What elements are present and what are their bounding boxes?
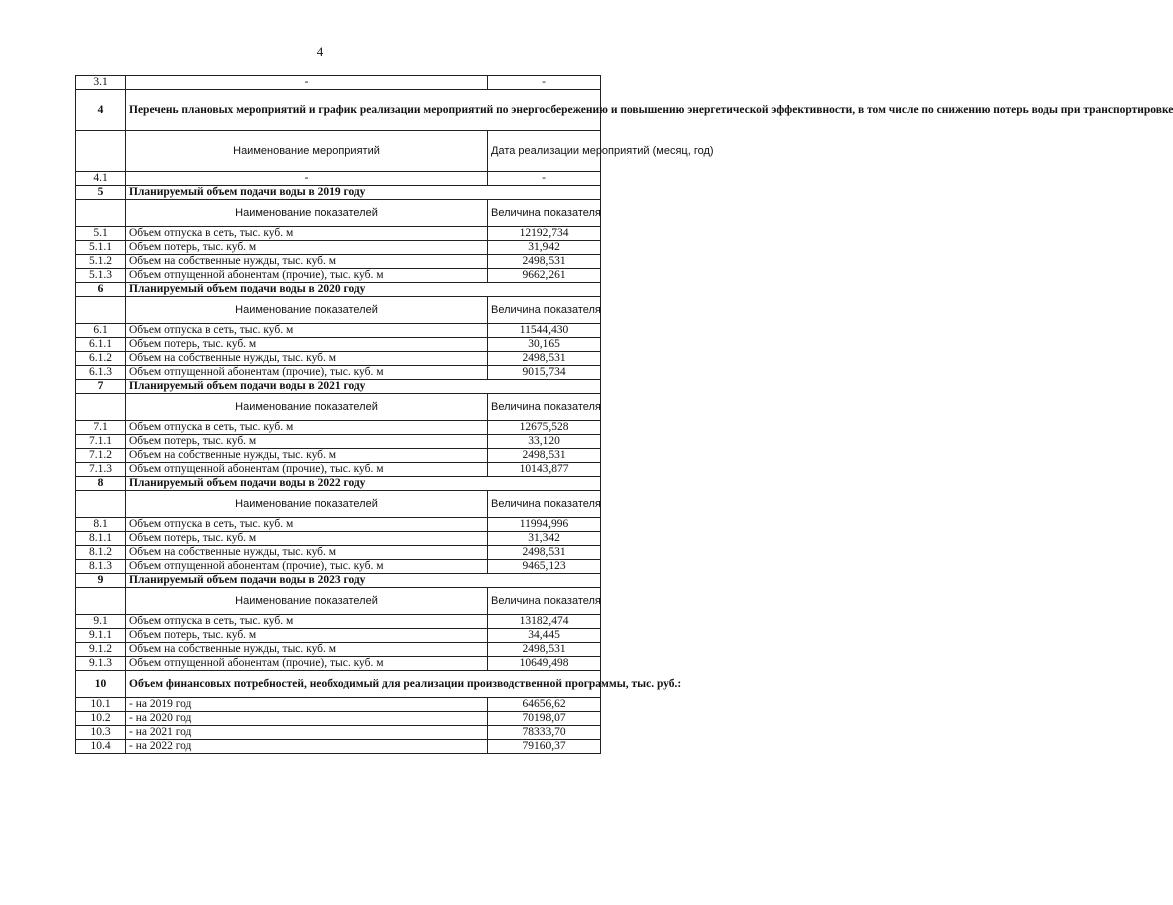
table-row xyxy=(76,643,601,657)
row-name: Объем отпущенной абонентам (прочие), тыс. куб. м xyxy=(126,657,488,671)
table-body xyxy=(76,76,1173,754)
table-row xyxy=(76,615,601,629)
row-number: 8.1.3 xyxy=(76,560,126,574)
table-row xyxy=(76,726,601,740)
row-number: 10.1 xyxy=(76,698,126,712)
section-title: Планируемый объем подачи воды в 2019 году xyxy=(126,186,601,200)
section-title-row xyxy=(76,574,601,588)
section-number: 4 xyxy=(76,90,126,131)
column-header-value: Величина показателя xyxy=(488,588,601,615)
row-name: Объем отпущенной абонентам (прочие), тыс. куб. м xyxy=(126,366,488,380)
row-number: 5.1.2 xyxy=(76,255,126,269)
table-row xyxy=(76,324,601,338)
row-number: 10.3 xyxy=(76,726,126,740)
section-title: Планируемый объем подачи воды в 2023 году xyxy=(126,574,601,588)
table-row xyxy=(76,172,601,186)
row-value: 13182,474 xyxy=(488,615,601,629)
row-name: Объем потерь, тыс. куб. м xyxy=(126,532,488,546)
row-name: Объем на собственные нужды, тыс. куб. м xyxy=(126,255,488,269)
row-value: 78333,70 xyxy=(488,726,601,740)
row-number: 9.1.1 xyxy=(76,629,126,643)
table-row xyxy=(76,241,601,255)
row-number: 6.1.2 xyxy=(76,352,126,366)
table-row xyxy=(76,532,601,546)
row-value: - xyxy=(488,172,601,186)
row-value: 64656,62 xyxy=(488,698,601,712)
column-header-row xyxy=(76,491,601,518)
row-number: 10.4 xyxy=(76,740,126,754)
row-number: 8.1 xyxy=(76,518,126,532)
table-row xyxy=(76,560,601,574)
row-number: 7.1.2 xyxy=(76,449,126,463)
section-number: 10 xyxy=(76,671,126,698)
table-row xyxy=(76,352,601,366)
row-name: Объем на собственные нужды, тыс. куб. м xyxy=(126,352,488,366)
column-header-value: Величина показателя xyxy=(488,200,601,227)
row-name: Объем отпущенной абонентам (прочие), тыс. куб. м xyxy=(126,269,488,283)
table-row xyxy=(76,366,601,380)
table-row xyxy=(76,338,601,352)
row-number: 9.1.3 xyxy=(76,657,126,671)
row-number: 8.1.1 xyxy=(76,532,126,546)
row-name: Объем на собственные нужды, тыс. куб. м xyxy=(126,546,488,560)
row-number: 9.1 xyxy=(76,615,126,629)
table-row xyxy=(76,76,601,90)
row-value: 9662,261 xyxy=(488,269,601,283)
section-title: Объем финансовых потребностей, необходимый для реализации производственной программы, тыс. руб.: xyxy=(126,671,601,698)
row-value: 70198,07 xyxy=(488,712,601,726)
column-header-name: Наименование показателей xyxy=(126,491,488,518)
row-name: Объем отпуска в сеть, тыс. куб. м xyxy=(126,421,488,435)
row-number: 7.1 xyxy=(76,421,126,435)
column-header-value: Величина показателя xyxy=(488,491,601,518)
row-name: Объем отпуска в сеть, тыс. куб. м xyxy=(126,518,488,532)
table-row xyxy=(76,629,601,643)
section-title-row xyxy=(76,477,601,491)
row-name: Объем потерь, тыс. куб. м xyxy=(126,338,488,352)
page-number: 4 xyxy=(316,44,324,59)
column-header-row xyxy=(76,297,601,324)
row-number: 3.1 xyxy=(76,76,126,90)
production-program-table xyxy=(75,75,1173,754)
column-header-value: Дата реализации мероприятий (месяц, год) xyxy=(488,131,601,172)
row-name: - на 2019 год xyxy=(126,698,488,712)
column-header-row xyxy=(76,131,601,172)
row-value: 2498,531 xyxy=(488,352,601,366)
column-header-value: Величина показателя xyxy=(488,297,601,324)
empty-cell xyxy=(76,131,126,172)
row-name: Объем отпуска в сеть, тыс. куб. м xyxy=(126,324,488,338)
row-name: - на 2021 год xyxy=(126,726,488,740)
empty-cell xyxy=(76,394,126,421)
table-row xyxy=(76,698,601,712)
table-row xyxy=(76,740,601,754)
empty-cell xyxy=(76,297,126,324)
row-number: 5.1 xyxy=(76,227,126,241)
row-value: - xyxy=(488,76,601,90)
table-row xyxy=(76,518,601,532)
row-value: 31,942 xyxy=(488,241,601,255)
row-name: Объем на собственные нужды, тыс. куб. м xyxy=(126,643,488,657)
row-name: Объем отпущенной абонентам (прочие), тыс. куб. м xyxy=(126,560,488,574)
section-title: Перечень плановых мероприятий и график реализации мероприятий по энергосбережению и повышению энергетической эффективности, в том числе по снижению потерь воды при транспортировке xyxy=(126,90,601,131)
row-value: 31,342 xyxy=(488,532,601,546)
row-number: 9.1.2 xyxy=(76,643,126,657)
column-header-row xyxy=(76,394,601,421)
row-number: 4.1 xyxy=(76,172,126,186)
table-row xyxy=(76,421,601,435)
column-header-name: Наименование показателей xyxy=(126,394,488,421)
table-row xyxy=(76,657,601,671)
empty-cell xyxy=(76,588,126,615)
section-title-row xyxy=(76,380,601,394)
row-name: - xyxy=(126,172,488,186)
row-value: 33,120 xyxy=(488,435,601,449)
row-number: 7.1.1 xyxy=(76,435,126,449)
row-value: 9015,734 xyxy=(488,366,601,380)
table-row xyxy=(76,449,601,463)
column-header-row xyxy=(76,588,601,615)
row-value: 10649,498 xyxy=(488,657,601,671)
row-number: 6.1.1 xyxy=(76,338,126,352)
row-number: 10.2 xyxy=(76,712,126,726)
row-number: 5.1.3 xyxy=(76,269,126,283)
table-row xyxy=(76,255,601,269)
row-value: 2498,531 xyxy=(488,546,601,560)
column-header-value: Величина показателя xyxy=(488,394,601,421)
row-name: Объем отпущенной абонентам (прочие), тыс. куб. м xyxy=(126,463,488,477)
row-number: 5.1.1 xyxy=(76,241,126,255)
row-name: Объем отпуска в сеть, тыс. куб. м xyxy=(126,615,488,629)
section-title-row xyxy=(76,283,601,297)
column-header-name: Наименование показателей xyxy=(126,588,488,615)
empty-cell xyxy=(76,200,126,227)
row-number: 6.1 xyxy=(76,324,126,338)
row-name: - xyxy=(126,76,488,90)
section-number: 9 xyxy=(76,574,126,588)
section-number: 6 xyxy=(76,283,126,297)
section-title-row xyxy=(76,90,601,131)
column-header-name: Наименование показателей xyxy=(126,297,488,324)
section-title: Планируемый объем подачи воды в 2020 году xyxy=(126,283,601,297)
section-number: 5 xyxy=(76,186,126,200)
row-name: Объем отпуска в сеть, тыс. куб. м xyxy=(126,227,488,241)
section-title: Планируемый объем подачи воды в 2021 году xyxy=(126,380,601,394)
section-number: 8 xyxy=(76,477,126,491)
row-name: - на 2020 год xyxy=(126,712,488,726)
column-header-row xyxy=(76,200,601,227)
table-row xyxy=(76,227,601,241)
row-number: 7.1.3 xyxy=(76,463,126,477)
table-row xyxy=(76,712,601,726)
row-name: Объем потерь, тыс. куб. м xyxy=(126,435,488,449)
table-row xyxy=(76,463,601,477)
table-row xyxy=(76,435,601,449)
row-name: - на 2022 год xyxy=(126,740,488,754)
section-number: 7 xyxy=(76,380,126,394)
table-row xyxy=(76,269,601,283)
section-title: Планируемый объем подачи воды в 2022 году xyxy=(126,477,601,491)
table-row xyxy=(76,546,601,560)
section-title-row xyxy=(76,186,601,200)
row-name: Объем на собственные нужды, тыс. куб. м xyxy=(126,449,488,463)
row-value: 9465,123 xyxy=(488,560,601,574)
empty-cell xyxy=(76,491,126,518)
row-value: 79160,37 xyxy=(488,740,601,754)
row-value: 12675,528 xyxy=(488,421,601,435)
row-name: Объем потерь, тыс. куб. м xyxy=(126,241,488,255)
row-value: 30,165 xyxy=(488,338,601,352)
row-value: 34,445 xyxy=(488,629,601,643)
row-value: 2498,531 xyxy=(488,255,601,269)
row-value: 12192,734 xyxy=(488,227,601,241)
column-header-name: Наименование мероприятий xyxy=(126,131,488,172)
row-number: 6.1.3 xyxy=(76,366,126,380)
row-value: 11544,430 xyxy=(488,324,601,338)
section-title-row xyxy=(76,671,601,698)
row-value: 2498,531 xyxy=(488,643,601,657)
row-number: 8.1.2 xyxy=(76,546,126,560)
row-value: 2498,531 xyxy=(488,449,601,463)
row-value: 10143,877 xyxy=(488,463,601,477)
row-value: 11994,996 xyxy=(488,518,601,532)
row-name: Объем потерь, тыс. куб. м xyxy=(126,629,488,643)
column-header-name: Наименование показателей xyxy=(126,200,488,227)
